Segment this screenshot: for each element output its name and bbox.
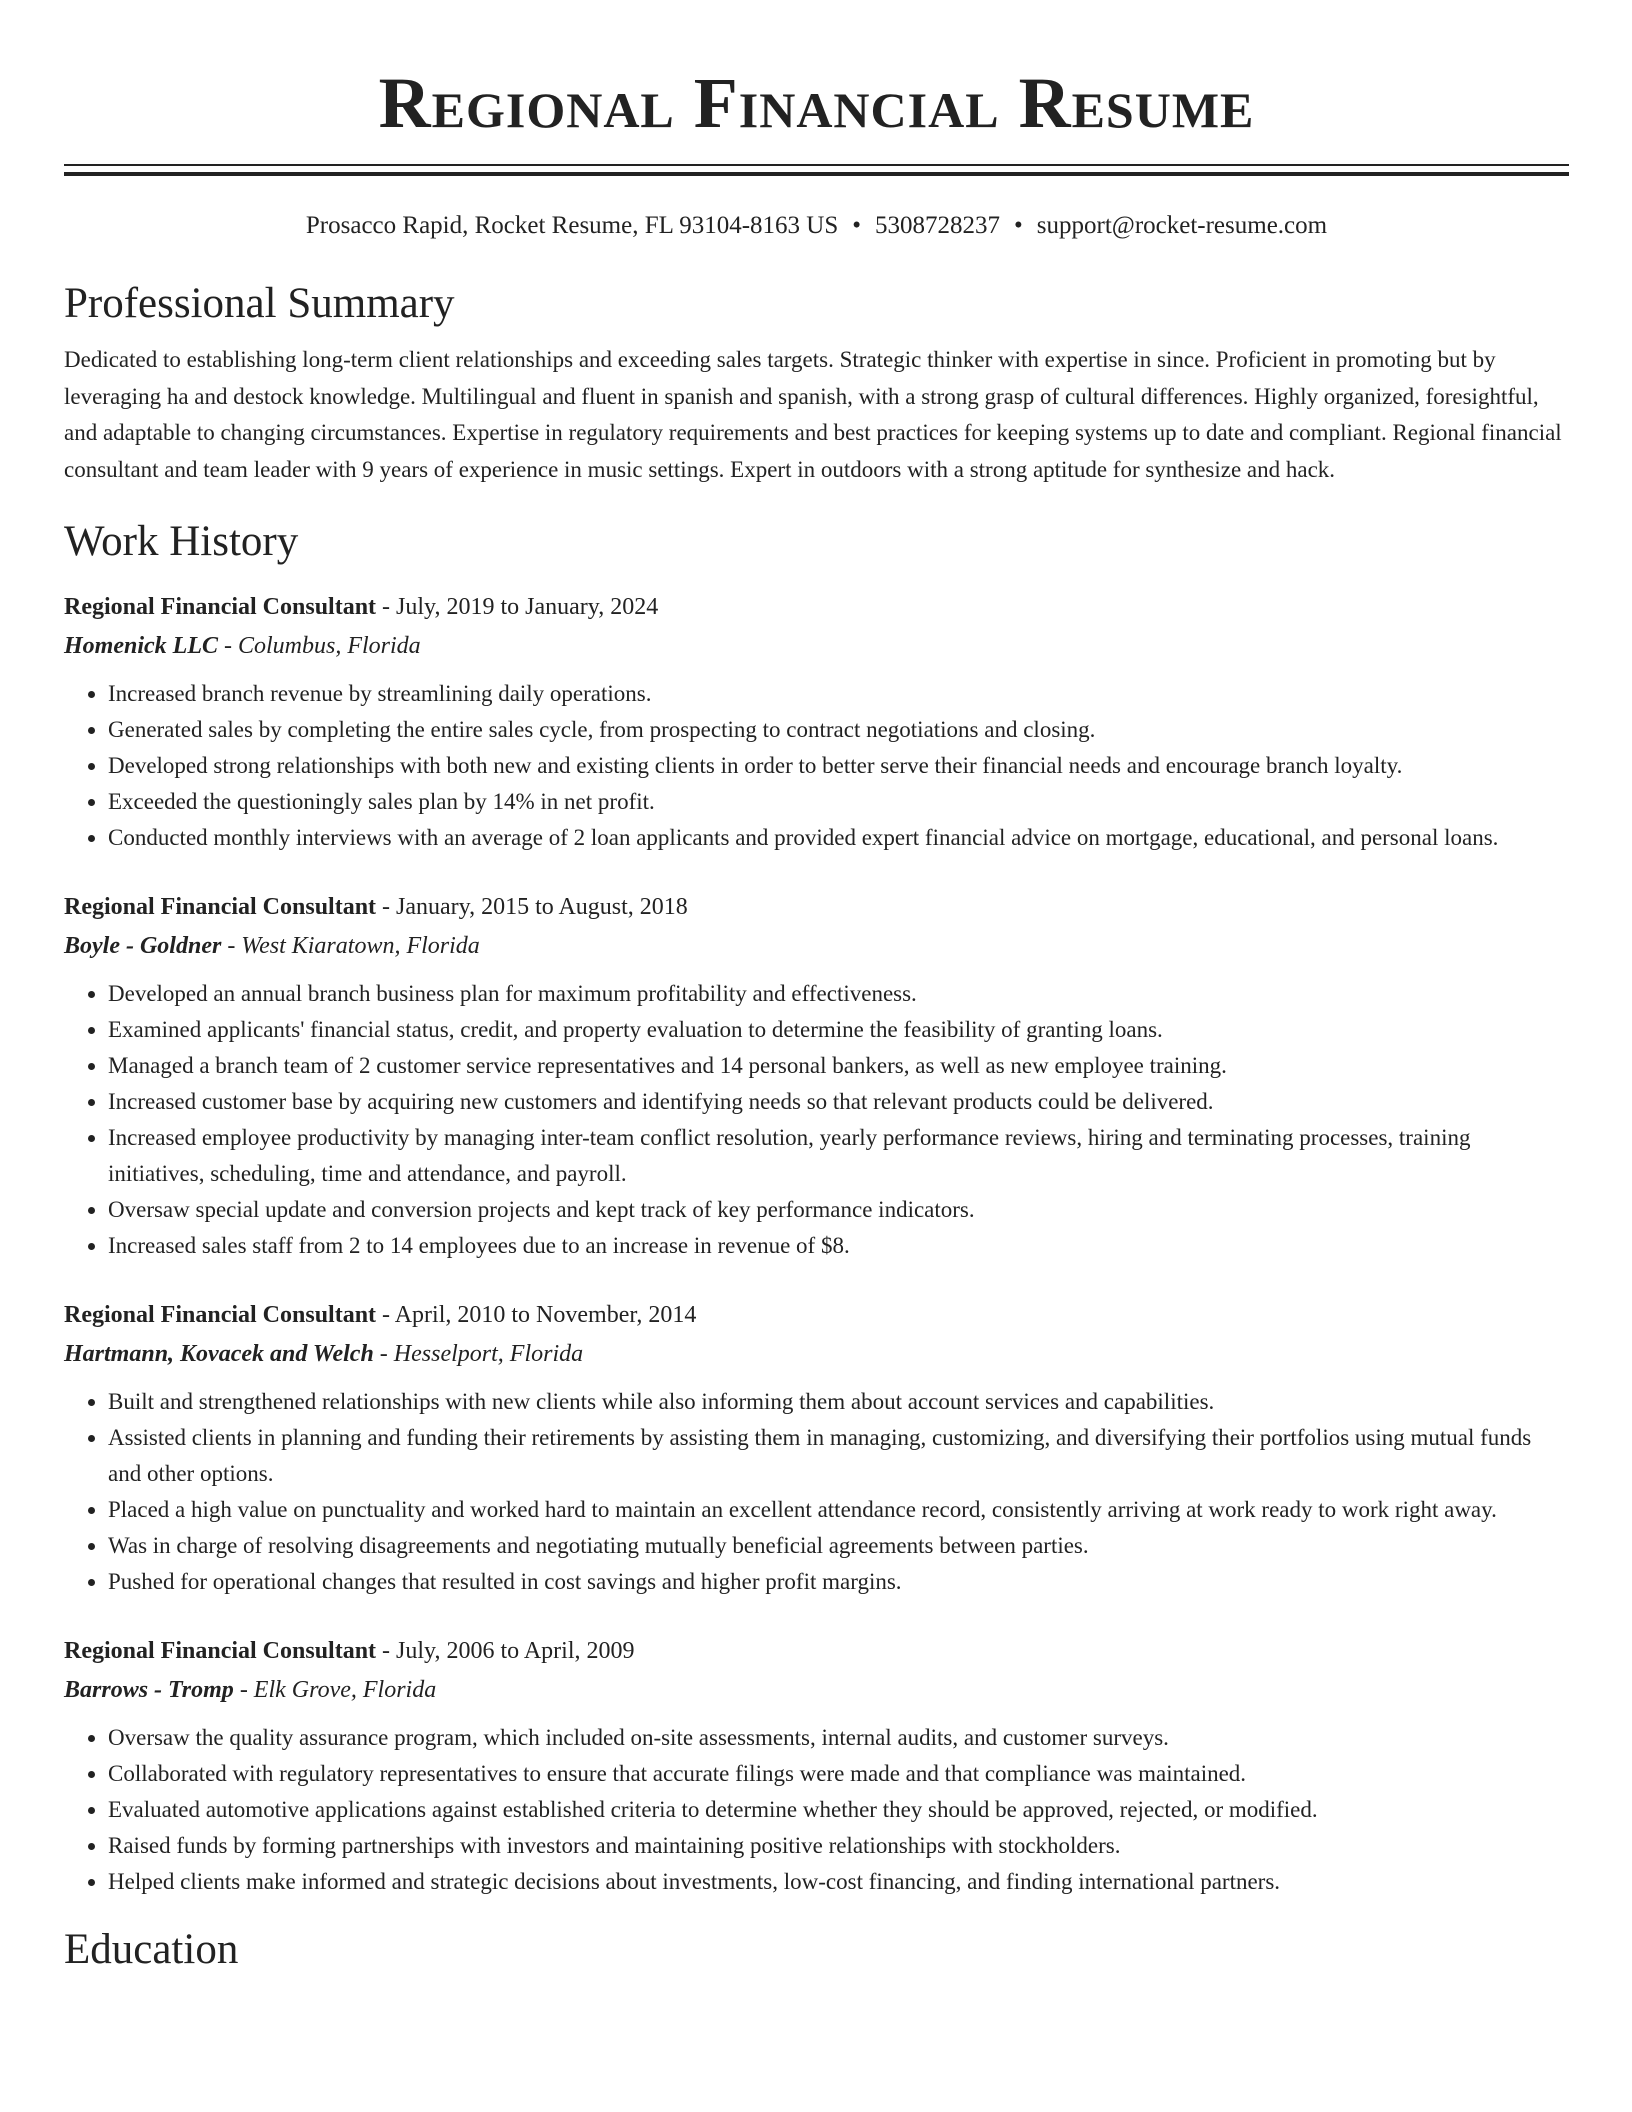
job-role: Regional Financial Consultant bbox=[64, 594, 377, 620]
job-bullet: • Assisted clients in planning and funding their retirements by assisting them in managing, customizing, and diversifying their portfolios using mutual funds and other options. bbox=[108, 1420, 1569, 1492]
job-bullet: • Oversaw special update and conversion projects and kept track of key performance indicators. bbox=[108, 1192, 1569, 1228]
contact-separator: • bbox=[1014, 212, 1023, 239]
company-line bbox=[64, 1670, 1569, 1710]
job-bullet: • Exceeded the questioningly sales plan by 14% in net profit. bbox=[108, 784, 1569, 820]
company-line bbox=[64, 626, 1569, 666]
job-dates: - January, 2015 to August, 2018 bbox=[376, 894, 688, 920]
job-bullet: • Oversaw the quality assurance program, which included on-site assessments, internal audits, and customer surveys. bbox=[108, 1720, 1569, 1756]
company-line bbox=[64, 926, 1569, 966]
job-bullet: • Placed a high value on punctuality and worked hard to maintain an excellent attendance record, consistently arriving at work ready to work right away. bbox=[108, 1492, 1569, 1528]
job-bullet: • Increased employee productivity by managing inter-team conflict resolution, yearly performance reviews, hiring and terminating processes, training initiatives, scheduling, time and attendance, and payroll. bbox=[108, 1120, 1569, 1192]
job-location: - Elk Grove, Florida bbox=[233, 1677, 437, 1703]
job-role: Regional Financial Consultant bbox=[64, 1638, 377, 1664]
job-dates: - July, 2006 to April, 2009 bbox=[376, 1638, 635, 1664]
job-bullet: • Managed a branch team of 2 customer service representatives and 14 personal bankers, as well as new employee training. bbox=[108, 1048, 1569, 1084]
job-title-line bbox=[64, 1632, 1569, 1670]
job-location: - Hesselport, Florida bbox=[373, 1341, 584, 1367]
job-role: Regional Financial Consultant bbox=[64, 1302, 377, 1328]
job-title-line bbox=[64, 888, 1569, 926]
job-bullet: • Generated sales by completing the entire sales cycle, from prospecting to contract negotiations and closing. bbox=[108, 712, 1569, 748]
job-entry bbox=[64, 888, 1569, 1264]
job-bullet: • Developed an annual branch business plan for maximum profitability and effectiveness. bbox=[108, 976, 1569, 1012]
resume-page bbox=[64, 0, 1569, 1976]
job-bullet: • Conducted monthly interviews with an average of 2 loan applicants and provided expert financial advice on mortgage, educational, and personal loans. bbox=[108, 820, 1569, 856]
job-company: Homenick LLC bbox=[64, 633, 218, 659]
job-bullets bbox=[64, 976, 1569, 1264]
job-bullet: • Evaluated automotive applications against established criteria to determine whether they should be approved, rejected, or modified. bbox=[108, 1792, 1569, 1828]
job-role: Regional Financial Consultant bbox=[64, 894, 377, 920]
job-bullet: • Collaborated with regulatory representatives to ensure that accurate filings were made and that compliance was maintained. bbox=[108, 1756, 1569, 1792]
job-bullet: • Was in charge of resolving disagreements and negotiating mutually beneficial agreements between parties. bbox=[108, 1528, 1569, 1564]
job-bullet: • Pushed for operational changes that resulted in cost savings and higher profit margins. bbox=[108, 1564, 1569, 1600]
job-company: Barrows - Tromp bbox=[64, 1677, 234, 1703]
job-bullets bbox=[64, 1720, 1569, 1900]
company-line bbox=[64, 1334, 1569, 1374]
summary-text: Dedicated to establishing long-term client relationships and exceeding sales targets. Strategic thinker with expertise in since. Proficient in promoting but by leveraging ha and destock knowledge. Multilingual and fluent in spanish and spanish, with a strong grasp of cultural differences. Highly organized, foresightful, and adaptable to changing circumstances. Expertise in regulatory requirements and best practices for keeping systems up to date and compliant. Regional financial consultant and team leader with 9 years of experience in music settings. Expert in outdoors with a strong aptitude for synthesize and hack. bbox=[64, 347, 1562, 482]
job-bullet: • Examined applicants' financial status, credit, and property evaluation to determine the feasibility of granting loans. bbox=[108, 1012, 1569, 1048]
job-title-line bbox=[64, 588, 1569, 626]
contact-phone: 5308728237 bbox=[875, 212, 1001, 239]
job-bullet: • Increased branch revenue by streamlining daily operations. bbox=[108, 676, 1569, 712]
job-company: Hartmann, Kovacek and Welch bbox=[64, 1341, 374, 1367]
job-dates: - April, 2010 to November, 2014 bbox=[376, 1302, 697, 1328]
job-dates: - July, 2019 to January, 2024 bbox=[376, 594, 659, 620]
work-history-heading: Work History bbox=[64, 518, 299, 565]
job-bullets bbox=[64, 676, 1569, 856]
contact-email[interactable]: support@rocket-resume.com bbox=[1036, 212, 1328, 239]
job-entry bbox=[64, 588, 1569, 856]
title-divider bbox=[64, 164, 1569, 176]
contact-line bbox=[64, 210, 1569, 242]
job-bullet: • Helped clients make informed and strategic decisions about investments, low-cost financing, and finding international partners. bbox=[108, 1864, 1569, 1900]
job-location: - West Kiaratown, Florida bbox=[221, 933, 480, 959]
job-entry bbox=[64, 1632, 1569, 1900]
job-bullet: • Built and strengthened relationships with new clients while also informing them about account services and capabilities. bbox=[108, 1384, 1569, 1420]
education-heading: Education bbox=[64, 1926, 239, 1973]
job-company: Boyle - Goldner bbox=[64, 933, 222, 959]
job-bullets bbox=[64, 1384, 1569, 1600]
job-bullet: • Increased sales staff from 2 to 14 employees due to an increase in revenue of $8. bbox=[108, 1228, 1569, 1264]
job-entry bbox=[64, 1296, 1569, 1600]
job-location: - Columbus, Florida bbox=[217, 633, 421, 659]
contact-address: Prosacco Rapid, Rocket Resume, FL 93104-8163 US bbox=[305, 212, 839, 239]
resume-title: Regional Financial Resume bbox=[378, 63, 1255, 143]
summary-heading: Professional Summary bbox=[64, 280, 455, 327]
job-bullet: • Increased customer base by acquiring new customers and identifying needs so that relevant products could be delivered. bbox=[108, 1084, 1569, 1120]
contact-separator: • bbox=[852, 212, 862, 239]
job-title-line bbox=[64, 1296, 1569, 1334]
job-bullet: • Raised funds by forming partnerships with investors and maintaining positive relationships with stockholders. bbox=[108, 1828, 1569, 1864]
job-bullet: • Developed strong relationships with both new and existing clients in order to better serve their financial needs and encourage branch loyalty. bbox=[108, 748, 1569, 784]
